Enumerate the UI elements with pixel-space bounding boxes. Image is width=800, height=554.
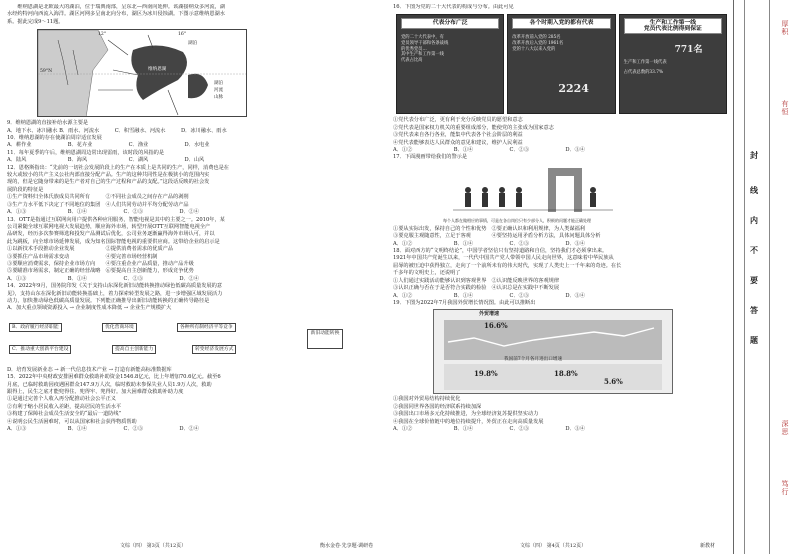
choice-18: ①人们通过实践活动能够认识到客观世界 ②认识能反映世界的客观规律	[393, 277, 560, 284]
big-number: 771名	[674, 45, 703, 56]
spine-char: 答	[750, 305, 758, 315]
options-11: A．陆风 B．海风 C．湖风 D．山风	[7, 157, 205, 164]
panel-line: 其中生产和工作第一线	[401, 52, 444, 58]
flow-box-c3: 转变经济发展方式	[192, 345, 236, 354]
option-14-d: D．培育发展新业态 → 新一代信息技术产业 → 打造有新能高标准数据库	[7, 366, 172, 373]
panel-line: 代表占比高	[401, 57, 423, 63]
choice-12: ③生产力水平低下决定了不同地位的集团 ④人们共同劳动并平均分配劳动产品	[7, 201, 189, 208]
question-18-cont: 1921年中国共产党诞生以来，一代代中国共产党人带领中国人民走向世界，这意味着中华民族从	[393, 255, 614, 262]
spine-char: 线	[750, 185, 758, 195]
flow-box-c1: C．推动重大创新平台建设	[9, 345, 71, 354]
panel-join-periods	[507, 14, 615, 114]
delegate-infographic	[396, 14, 727, 114]
choice-13: ①以新技术手段推动企业发展 ②提供消费者需求的优质产品	[7, 246, 174, 253]
question-13-cont: 此为跳板，向全球市场延伸发展，成为知名国际智能电视的重要供应商。这带给企业的启示是	[7, 238, 220, 245]
question-19: 19．下图为2022年7月我国外贸增长情况图。由此可以推断出	[393, 299, 536, 306]
question-13-cont: 品研发，经历多次参赛筛选和投发产品测试后优化，公司业务逐渐赢得海外市场认可，并以	[7, 231, 215, 238]
question-13: 13．OTT是指通过互联网向用户提供各种应用服务，智能电视是其中的主要之一。2010年，某	[7, 216, 225, 223]
question-12-cont: 现的，但是它随身带来的是生产者对自己的生产过程和产品的支配。”这段话反映的社会发	[7, 179, 210, 186]
options-18: A．①② B．①④ C．②③ D．③④	[393, 292, 586, 299]
choice-15: ②有利于缩小居民收入差距，提高居民的生活水平	[7, 403, 122, 410]
spine-char: 封	[750, 150, 758, 160]
question-12: 12．恩格斯指出：“先前的一切社会发展阶段上的生产在本质上是共同的生产，同样，消费也是在	[7, 164, 229, 171]
chart-drawing	[434, 310, 672, 393]
title-line: 生产和工作第一线	[649, 20, 697, 27]
flow-box-b3: 各种所有制经济平等竞争	[177, 323, 236, 332]
flow-box-b2: 优化营商环境	[102, 323, 137, 332]
flow-box-c2: 提高自主创新能力	[112, 345, 156, 354]
choice-15: ③构建了保障社会成员生活安全的“最后一道防线”	[7, 411, 122, 418]
choice-16: ①党代表分布广泛，更有利于充分反映党员的愿望和意志	[393, 117, 523, 124]
chart-label: 我国前7个月各月进出口增速	[504, 357, 563, 363]
question-11: 11．每年夏季的午后，维纳恩湖周边常出现雷雨，该时段的风指的是	[7, 149, 165, 156]
right-column	[393, 4, 727, 433]
panel-text	[512, 35, 563, 52]
panel-line: 党的二十大代表中，有	[401, 35, 444, 41]
spine-char: 题	[750, 335, 758, 345]
flow-target-box: 新旧动能转换	[307, 329, 343, 349]
lake-name-label: 维纳恩湖	[148, 67, 167, 73]
intro-line: 水经约特河向西流入海洋。湖区河网多呈南北向分布，湖区为冰川侵蚀湖。下图示意维纳恩湖水	[7, 11, 225, 18]
spine-motto: 厚积	[781, 20, 789, 36]
choice-19: ④我国在全球价值链中的地位持续提升，外贸正在走向高质量发展	[393, 418, 544, 425]
footer-left-page: 文综（四） 第3页（共12页）	[120, 543, 187, 549]
question-12-cont: 展阶段的特征是	[7, 186, 44, 193]
question-18-cont: 千多年的文明史上，还说明了	[393, 270, 461, 277]
question-14: 14．2022年9月，国务院印发《关于支持山东深化新旧动能转换推动绿色低碳高质量发展的意	[7, 283, 223, 290]
lon-label-12: 12°	[98, 32, 107, 38]
choice-19: ②我国同世界各国的经济联系持续加深	[393, 403, 482, 410]
options-13: A．①③ B．①④ C．②③ D．②④	[7, 275, 200, 282]
choice-19: ①我国对外贸易结构持续优化	[393, 396, 461, 403]
legend-river: 河流	[214, 88, 223, 94]
options-17: A．①② B．①④ C．②③ D．③④	[393, 240, 586, 247]
trade-growth-chart	[433, 309, 673, 394]
question-18-cont: 屈辱的被压迫中获得独立，走向了一个前所未有的伟大时代，实现了人类史上一千年来的奇迹。在长	[393, 262, 622, 269]
question-14-cont: 动力，加快推动绿色低碳高质量发展。下列能正确推导出新旧动能转换的正确传导路径是	[7, 297, 210, 304]
intro-line: 系。据此完成9～11题。	[7, 18, 64, 25]
chart-title: 外贸增速	[479, 311, 500, 318]
question-14-cont: 见》，支持山东在深化新旧动能转换基础上，着力探索转型发展之路，进一步增强区域发展活力	[7, 290, 223, 297]
question-15: 15．2022年中央财政安排困难群众救助补助资金1546.8亿元，比上年增加70.6亿元。截至6	[7, 374, 221, 381]
spine-char: 要	[750, 275, 758, 285]
question-15-cont: 月底，已临时救助因疫遇困群众147.9万人次，临时救助未参保失业人员1.9万人次，救助	[7, 381, 212, 388]
spine-char: 内	[750, 215, 758, 225]
cartoon-caption: 每个人都在做相应的事情，可是在各自岗位只有少部分人，积极的问题才能正确处理	[443, 218, 591, 224]
value-label: 19.8%	[474, 369, 498, 379]
footer-right-page: 文综（四） 第4页（共12页）	[520, 543, 587, 549]
panel-line: 改革开放前入党的 285名	[512, 35, 561, 41]
value-label: 18.8%	[554, 369, 578, 379]
left-column	[7, 4, 383, 433]
question-17: 17．下面漫画带给我们的警示是	[393, 154, 468, 161]
map-drawing	[38, 30, 247, 117]
footer-brand: 新教材	[700, 543, 716, 549]
conversion-flow-diagram	[7, 315, 383, 365]
value-label: 5.6%	[604, 377, 623, 387]
value-label: 16.6%	[484, 321, 508, 331]
panel-text: 生产和工作第一线代表	[623, 60, 667, 66]
choice-13: ⑤要瞄准市场需求，制定正确的经营战略 ⑥要提高自主创新能力，形成竞争优势	[7, 268, 194, 275]
title-line: 党员代表比例得到保证	[643, 26, 702, 33]
choice-12: ①生产资料归全体氏族成员共同所有 ②不同社会成员之间存在产品的剥削	[7, 194, 189, 201]
spine-motto: 深思	[781, 420, 789, 436]
flow-box-b1: B．政府履行经济职能	[9, 323, 62, 332]
option-14-a: A．加大重点领域资源投入 → 企业制度性成本降低 → 企业生产规模扩大	[7, 305, 172, 312]
panel-line: 党的十八大以来入党的	[512, 46, 556, 52]
spine-char: 不	[750, 245, 758, 255]
options-16: A．①② B．①④ C．②③ D．③④	[393, 147, 586, 154]
options-9: A．地下水、冰川融水 B．雨水、河流水 C．积雪融水、河流水 D．冰川融水、雨水	[7, 127, 227, 134]
choice-13: ③要顺应消费需求，保持企业市场方向 ④要注重企业产品质量，推动产品升级	[7, 260, 194, 267]
big-number: 2224	[558, 82, 589, 96]
options-12: A．①③ B．①④ C．②③ D．②④	[7, 209, 200, 216]
options-10: A．耕作业 B．花卉业 C．渔业 D．水电业	[7, 142, 210, 149]
spine-motto: 笃行	[781, 480, 789, 496]
choice-17: ③要克服主观随意性，立足于客观 ④要坚持运用矛盾分析方法，具体问题具体分析	[393, 233, 601, 240]
choice-18: ③认识正确与否在于是否符合实践的检验 ④认识总是在实践中不断发展	[393, 285, 560, 292]
panel-line: 党员领导干部和各条战线	[401, 41, 449, 46]
lon-label-16: 16°	[178, 32, 187, 38]
panel-distribution	[396, 14, 504, 114]
choice-15: ④说明公民生活困难时，可以从国家和社会获得物质帮助	[7, 418, 137, 425]
panel-frontline	[619, 14, 727, 114]
panel-line: 的优秀党员…	[401, 46, 427, 52]
choice-19: ③我国出口市场多元化持续推进，为全球经济复苏提供坚实动力	[393, 411, 539, 418]
panel-line: 改革开放后入党的 1961名	[512, 41, 564, 46]
options-19: A．①② B．①④ C．②③ D．③④	[393, 425, 586, 432]
legend-lake: 湖泊	[214, 81, 223, 87]
lat-label: 59°N	[40, 69, 53, 75]
choice-15: ①是通过完善个人收入再分配推动社会公平正义	[7, 396, 116, 403]
options-15: A．①③ B．①④ C．②③ D．②④	[7, 426, 200, 433]
choice-17: ①要从实际出发，保持自己的个性和优势 ②要正确认识和利用规律，为人类谋福利	[393, 225, 585, 232]
spine-motto: 有恒	[781, 100, 789, 116]
choice-16: ③党代表来自各行各业，能集中代表各个社会阶层的利益	[393, 132, 523, 139]
vanern-lake-map	[37, 29, 247, 117]
question-12-cont: 较大或较小的共产主义公社内部直接分配产品。生产的这种共同性是在极狭小的范围内实	[7, 172, 210, 179]
panel-title: 各个时期入党的都有代表	[512, 18, 610, 29]
panel-title: 代表分布广泛	[401, 18, 499, 29]
question-15-cont: 跟得上，民生之底才能兜得住、兜得牢、兜得好。加大困难群众救助补助力度	[7, 389, 184, 395]
panel-title	[624, 18, 722, 34]
map-legend	[214, 80, 223, 101]
choice-16: ②党代表是国家权力机关的重要组成部分，能使党的主张成为国家意志	[393, 124, 554, 131]
cartoon-illustration	[443, 164, 613, 224]
lake-label: 湖泊	[188, 41, 198, 47]
question-9: 9．维纳恩湖的直接补给水源主要是	[7, 120, 89, 127]
question-18: 18．面对西方的“文明终结论”，中国学者坚信只有坚持道路和自信，坚持我们才必须拿出来。	[393, 248, 608, 255]
question-13-cont: 公司紧随全球互联网电视大发展趋势，顺应海外市场，转型开展OTT互联网智能电视全产	[7, 223, 211, 230]
footer-center: 衡水金卷·先享题·调研卷	[320, 543, 374, 549]
legend-hill: 山脉	[214, 95, 223, 101]
cartoon-drawing	[453, 164, 613, 218]
choice-13: ③要抓住产品市场需求变动 ④要完善市场经营机制	[7, 253, 158, 260]
question-16: 16．下图为党的二十大代表的构成与分布。由此可见	[393, 4, 514, 10]
intro-line: 维纳恩湖是北欧最大的湖泊，位于瑞典南部，呈东北—西南向延伸。该湖接纳众多河流，湖	[7, 4, 225, 10]
question-10: 10．维纳恩湖的存在使湖泊周岸适宜发展	[7, 135, 102, 142]
panel-text	[401, 35, 448, 63]
choice-16: ④党代表能够表达人民群众的意见和建议，维护人民利益	[393, 139, 523, 146]
panel-text: 占代表总数的33.7%	[623, 70, 664, 76]
